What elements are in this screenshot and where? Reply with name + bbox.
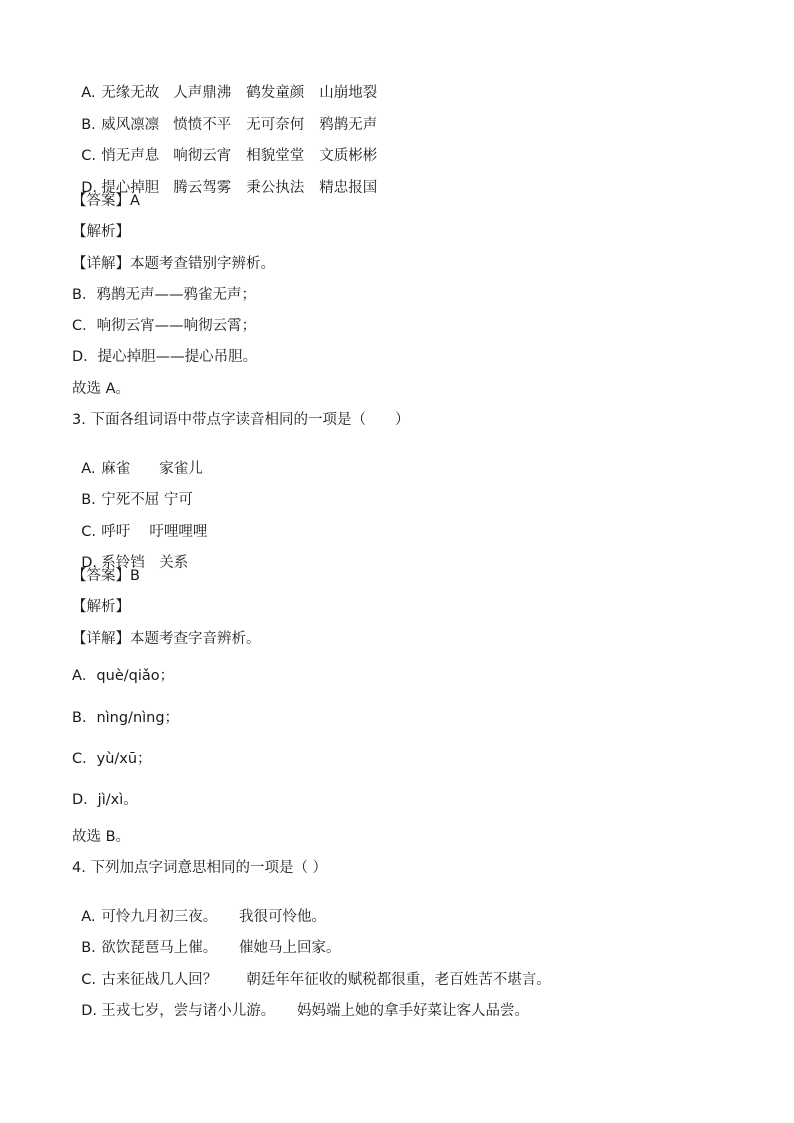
option-letter: C.	[81, 524, 96, 540]
q3-answer: 【答案】B	[72, 568, 140, 584]
option-text: 宁死不屈 宁可	[101, 492, 193, 508]
q3-item: D．jì/xì。	[72, 792, 138, 808]
q2-item: D．提心掉胆——提心吊胆。	[72, 349, 258, 365]
q3-item: A．què/qiǎo；	[72, 668, 175, 684]
option-letter: A.	[81, 909, 96, 925]
q3-conclusion: 故选 B。	[72, 829, 131, 845]
option-word: 提心掉胆	[101, 180, 160, 196]
option-word: 威风凛凛	[101, 117, 160, 133]
q2-option-c	[72, 129, 378, 164]
q3-detail: 【详解】本题考查字音辨析。	[72, 631, 261, 647]
option-word: 鹤发童颜	[246, 85, 305, 101]
option-letter: B.	[81, 492, 96, 508]
option-letter: B.	[81, 940, 96, 956]
option-letter: C.	[81, 148, 96, 164]
option-word: 无可奈何	[246, 117, 305, 133]
q2-option-a	[72, 66, 378, 101]
q2-item: B．鸦鹊无声——鸦雀无声；	[72, 287, 256, 303]
q3-analysis-heading: 【解析】	[72, 599, 130, 615]
q2-option-b	[72, 98, 378, 133]
option-word: 悄无声息	[101, 148, 160, 164]
option-text: 古来征战几人回？ 朝廷年年征收的赋税都很重，老百姓苦不堪言。	[101, 972, 551, 988]
option-word: 山崩地裂	[319, 85, 378, 101]
q3-item: C．yù/xū；	[72, 751, 152, 767]
option-word: 无缘无故	[101, 85, 160, 101]
q4-option-c	[72, 953, 551, 988]
option-word: 腾云驾雾	[173, 180, 232, 196]
q3-option-c	[72, 505, 208, 540]
q2-conclusion: 故选 A。	[72, 381, 131, 397]
q2-item: C．响彻云宵——响彻云霄；	[72, 318, 257, 334]
option-word: 人声鼎沸	[173, 85, 232, 101]
q2-option-d	[72, 161, 378, 196]
option-text: 麻雀 家雀儿	[101, 461, 203, 477]
option-text: 系铃铛 关系	[101, 555, 189, 571]
option-text: 呼吁 吁哩哩哩	[101, 524, 208, 540]
option-word: 鸦鹊无声	[319, 117, 378, 133]
q3-option-a	[72, 442, 203, 477]
option-word: 响彻云宵	[173, 148, 232, 164]
option-letter: C.	[81, 972, 96, 988]
option-word: 秉公执法	[246, 180, 305, 196]
option-text: 欲饮琵琶马上催。 催她马上回家。	[101, 940, 341, 956]
option-letter: B.	[81, 117, 96, 133]
q2-detail: 【详解】本题考查错别字辨析。	[72, 256, 275, 272]
option-word: 文质彬彬	[319, 148, 378, 164]
option-letter: D.	[81, 1003, 97, 1019]
option-word: 愤愤不平	[173, 117, 232, 133]
q2-answer: 【答案】A	[72, 193, 140, 209]
q3-option-d	[72, 536, 189, 571]
q4-question: 4. 下列加点字词意思相同的一项是（ ）	[72, 860, 328, 876]
q2-analysis-heading: 【解析】	[72, 224, 130, 240]
option-word: 精忠报国	[319, 180, 378, 196]
option-word: 相貌堂堂	[246, 148, 305, 164]
q3-item: B．nìng/nìng；	[72, 710, 180, 726]
option-letter: A.	[81, 461, 96, 477]
option-letter: D.	[81, 180, 97, 196]
option-letter: A.	[81, 85, 96, 101]
q4-option-d	[72, 984, 529, 1019]
q3-option-b	[72, 473, 193, 508]
option-text: 可怜九月初三夜。 我很可怜他。	[101, 909, 326, 925]
option-letter: D.	[81, 555, 97, 571]
q3-question: 3. 下面各组词语中带点字读音相同的一项是（ ）	[72, 412, 410, 428]
q4-option-a	[72, 890, 326, 925]
option-text: 王戎七岁，尝与诸小儿游。 妈妈端上她的拿手好菜让客人品尝。	[101, 1003, 529, 1019]
q4-option-b	[72, 921, 341, 956]
